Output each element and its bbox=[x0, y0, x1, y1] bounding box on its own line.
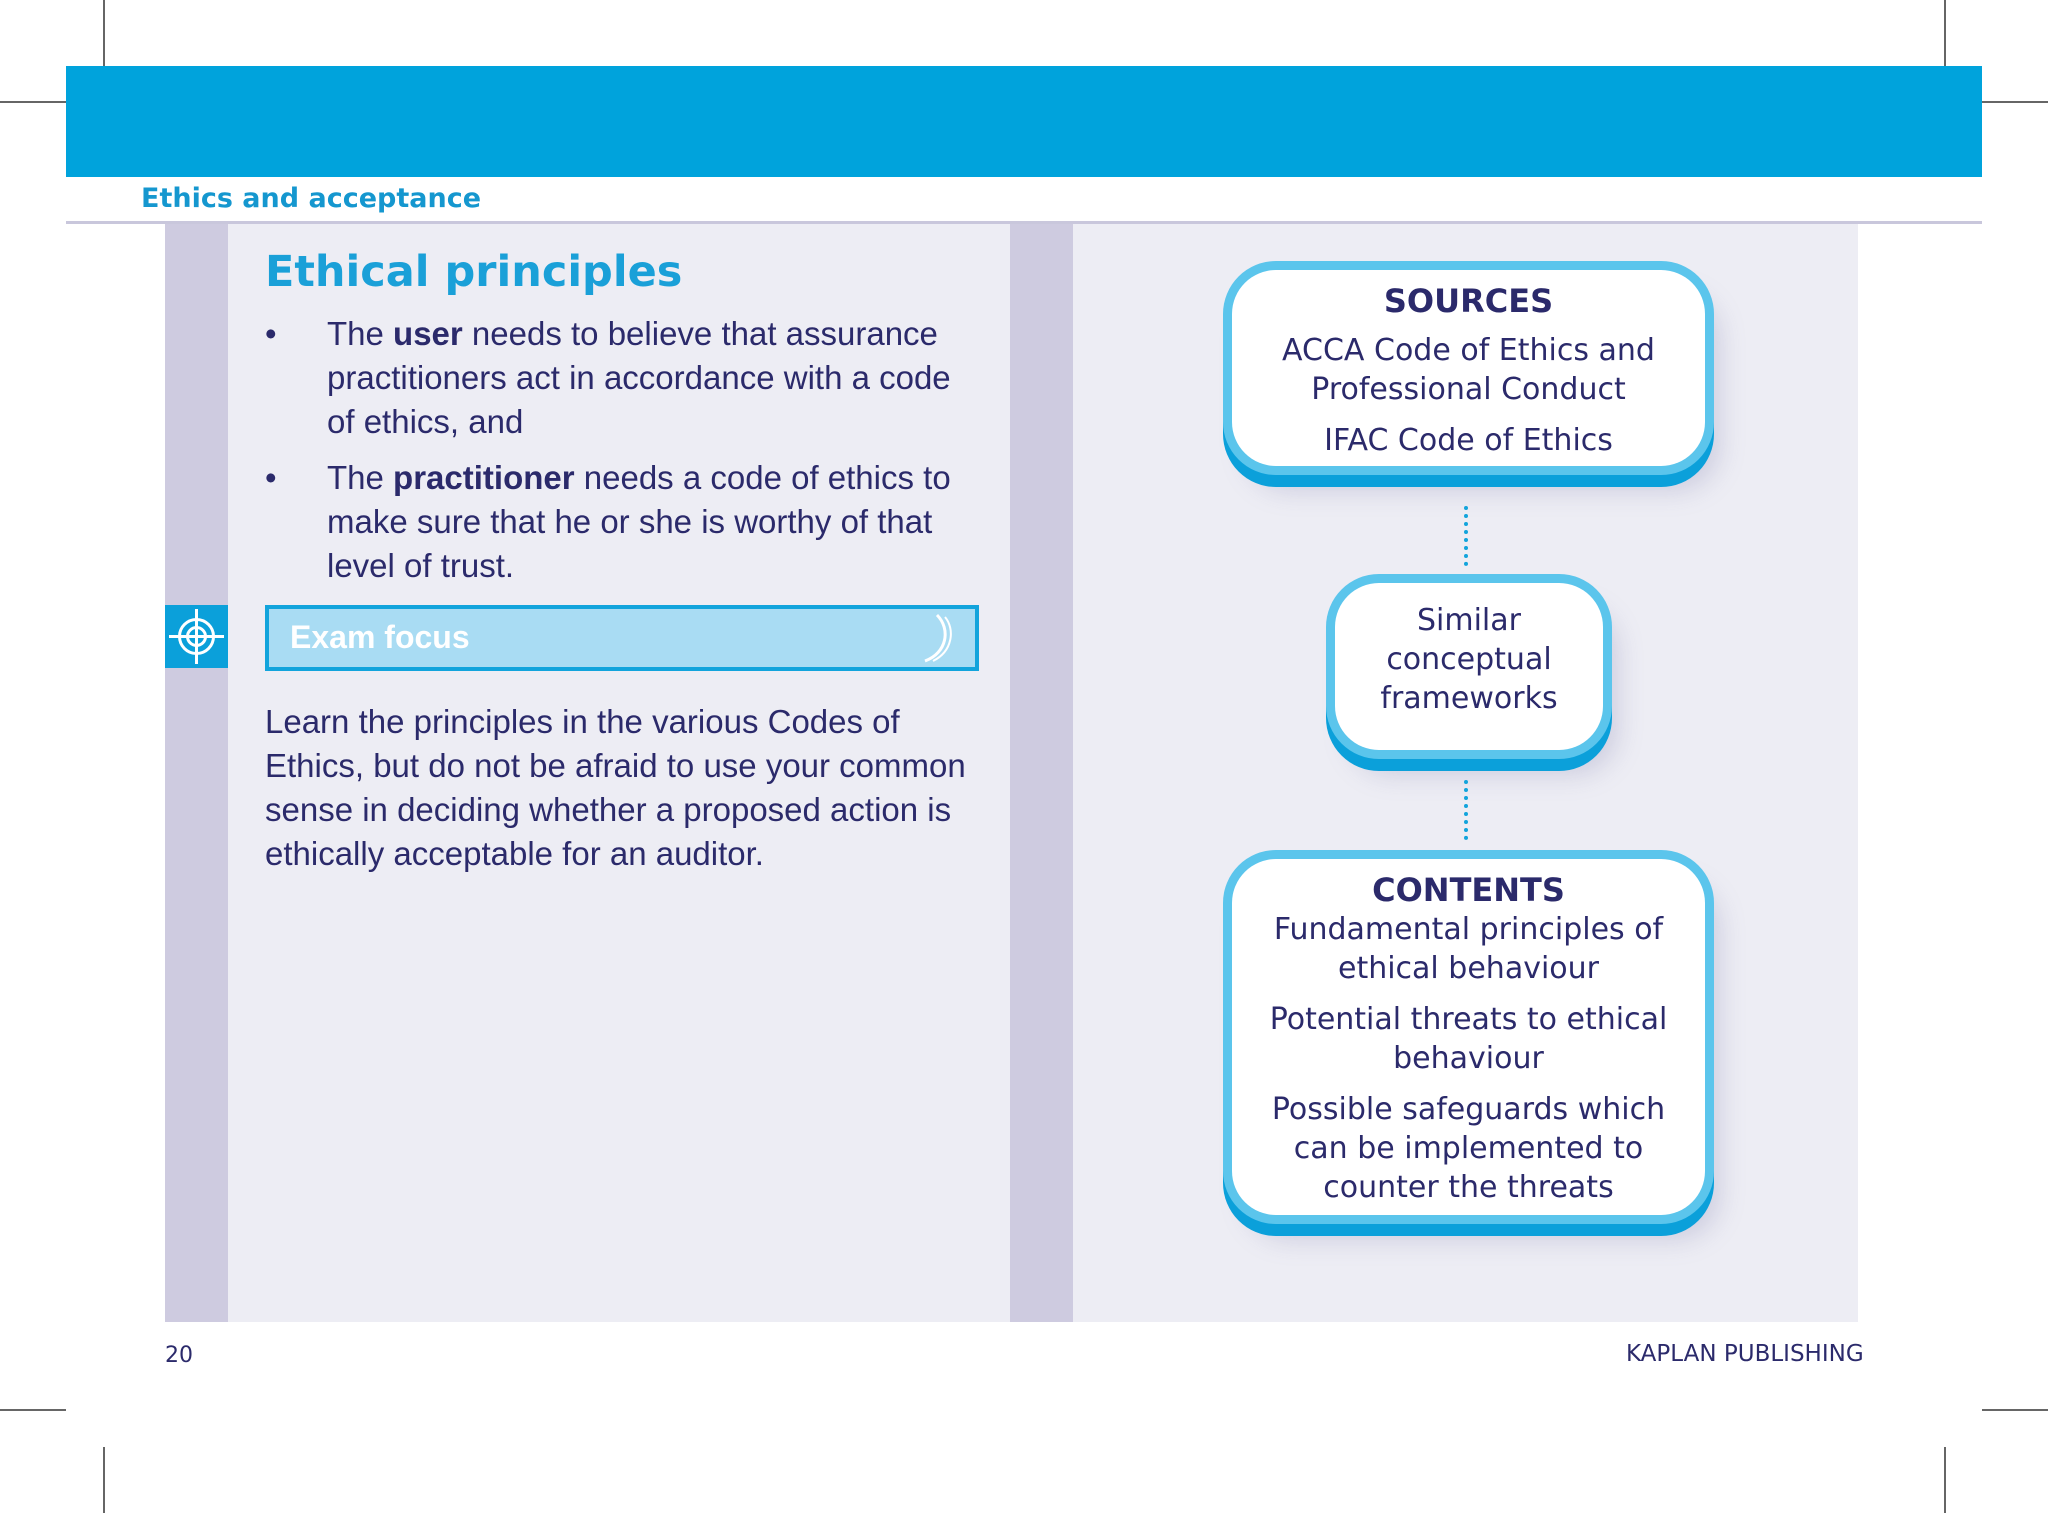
crosshair-target-icon bbox=[165, 605, 228, 668]
sources-box bbox=[1232, 270, 1705, 466]
crop-mark bbox=[0, 101, 66, 103]
swirl-decoration-icon bbox=[917, 613, 957, 663]
right-margin-strip bbox=[1010, 224, 1073, 1322]
sources-item: IFAC Code of Ethics bbox=[1324, 423, 1613, 458]
bullet-bold-term: user bbox=[393, 315, 463, 352]
crop-mark bbox=[1944, 1447, 1946, 1513]
crop-mark bbox=[1982, 1409, 2048, 1411]
bullet-dot: • bbox=[265, 315, 277, 352]
contents-box bbox=[1232, 859, 1705, 1215]
sources-item: ACCA Code of Ethics and Professional Conduct bbox=[1282, 333, 1655, 407]
exam-focus-label: Exam focus bbox=[290, 619, 470, 655]
connector-line bbox=[1464, 506, 1468, 566]
running-head: Ethics and acceptance bbox=[141, 183, 482, 214]
bullet-text: The bbox=[327, 315, 394, 352]
header-bar bbox=[66, 66, 1982, 177]
bullet-item bbox=[265, 456, 985, 588]
connector-line bbox=[1464, 780, 1468, 840]
bullet-text: needs a code of ethics to make sure that he or she is worthy of that level of trust. bbox=[327, 459, 951, 584]
bullet-list bbox=[265, 312, 985, 600]
page-number: 20 bbox=[165, 1343, 193, 1368]
crop-mark bbox=[103, 0, 105, 66]
contents-item: Fundamental principles of ethical behaviour bbox=[1273, 912, 1664, 986]
section-heading: Ethical principles bbox=[265, 247, 683, 297]
crop-mark bbox=[1944, 0, 1946, 66]
frameworks-box bbox=[1335, 583, 1603, 750]
crop-mark bbox=[103, 1447, 105, 1513]
contents-item: Potential threats to ethical behaviour bbox=[1269, 1002, 1668, 1076]
contents-title: CONTENTS bbox=[1372, 871, 1565, 909]
crop-mark bbox=[1982, 101, 2048, 103]
bullet-text: The bbox=[327, 459, 394, 496]
sources-title: SOURCES bbox=[1383, 282, 1554, 320]
crop-mark bbox=[0, 1409, 66, 1411]
bullet-item bbox=[265, 312, 985, 444]
bullet-dot: • bbox=[265, 459, 277, 496]
frameworks-text: Similar conceptual frameworks bbox=[1380, 603, 1558, 716]
bullet-text: needs to believe that assurance practitioners act in accordance with a code of ethics, and bbox=[327, 315, 951, 440]
publisher-name: KAPLAN PUBLISHING bbox=[1626, 1341, 1864, 1367]
contents-item: Possible safeguards which can be implemented to counter the threats bbox=[1271, 1092, 1666, 1205]
exam-focus-text: Learn the principles in the various Codes of Ethics, but do not be afraid to use your common sense in deciding whether a proposed action is ethically acceptable for an auditor. bbox=[265, 703, 966, 872]
left-margin-strip bbox=[165, 224, 228, 1322]
bullet-bold-term: practitioner bbox=[393, 459, 575, 496]
